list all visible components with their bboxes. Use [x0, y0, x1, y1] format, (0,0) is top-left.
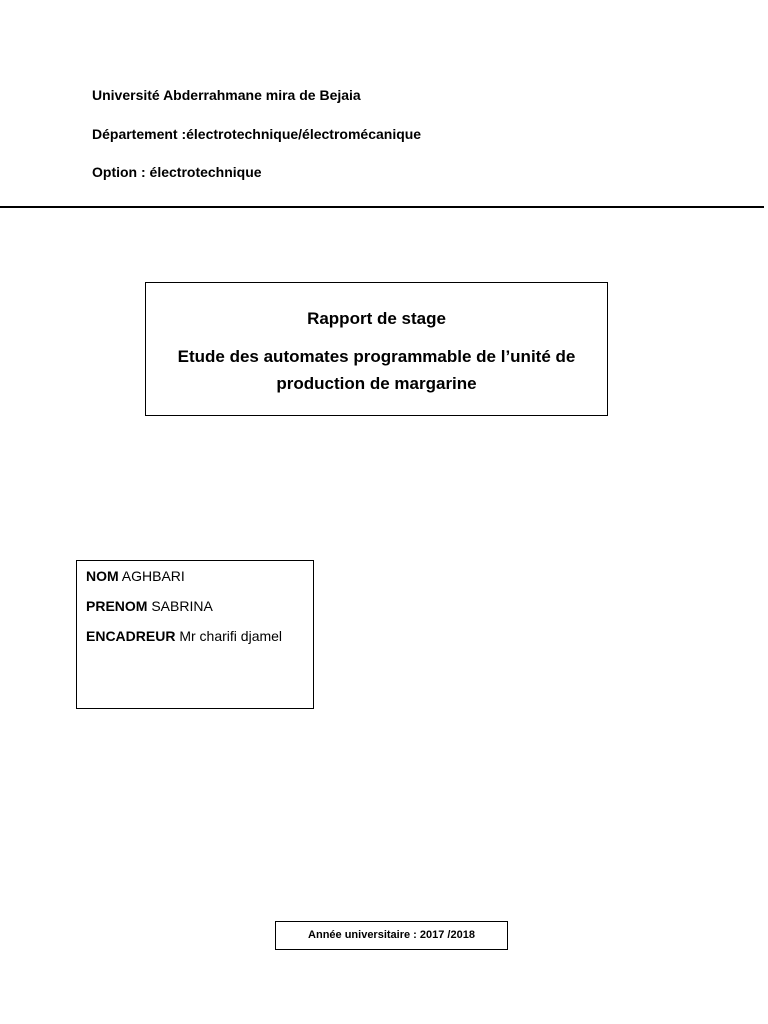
university-name: Université Abderrahmane mira de Bejaia [92, 87, 361, 103]
info-row-encadreur [86, 627, 313, 657]
report-type: Rapport de stage [307, 309, 446, 328]
info-row-prenom [86, 597, 313, 627]
academic-year: Année universitaire : 2017 /2018 [275, 921, 508, 950]
info-label-prenom: PRENOM [86, 598, 148, 614]
report-title: Etude des automates programmable de l’unité de production de margarine [177, 347, 576, 393]
info-value-encadreur: Mr charifi djamel [179, 628, 283, 644]
info-value-nom: AGHBARI [121, 568, 185, 584]
info-row-nom [86, 567, 313, 597]
department-name: Département :électrotechnique/électromécanique [92, 126, 422, 142]
student-info-box [76, 560, 314, 709]
header-divider [0, 206, 764, 208]
title-box [145, 282, 608, 416]
option-name: Option : électrotechnique [92, 164, 262, 180]
info-value-prenom: SABRINA [151, 598, 213, 614]
info-label-nom: NOM [86, 568, 119, 584]
info-label-encadreur: ENCADREUR [86, 628, 176, 644]
